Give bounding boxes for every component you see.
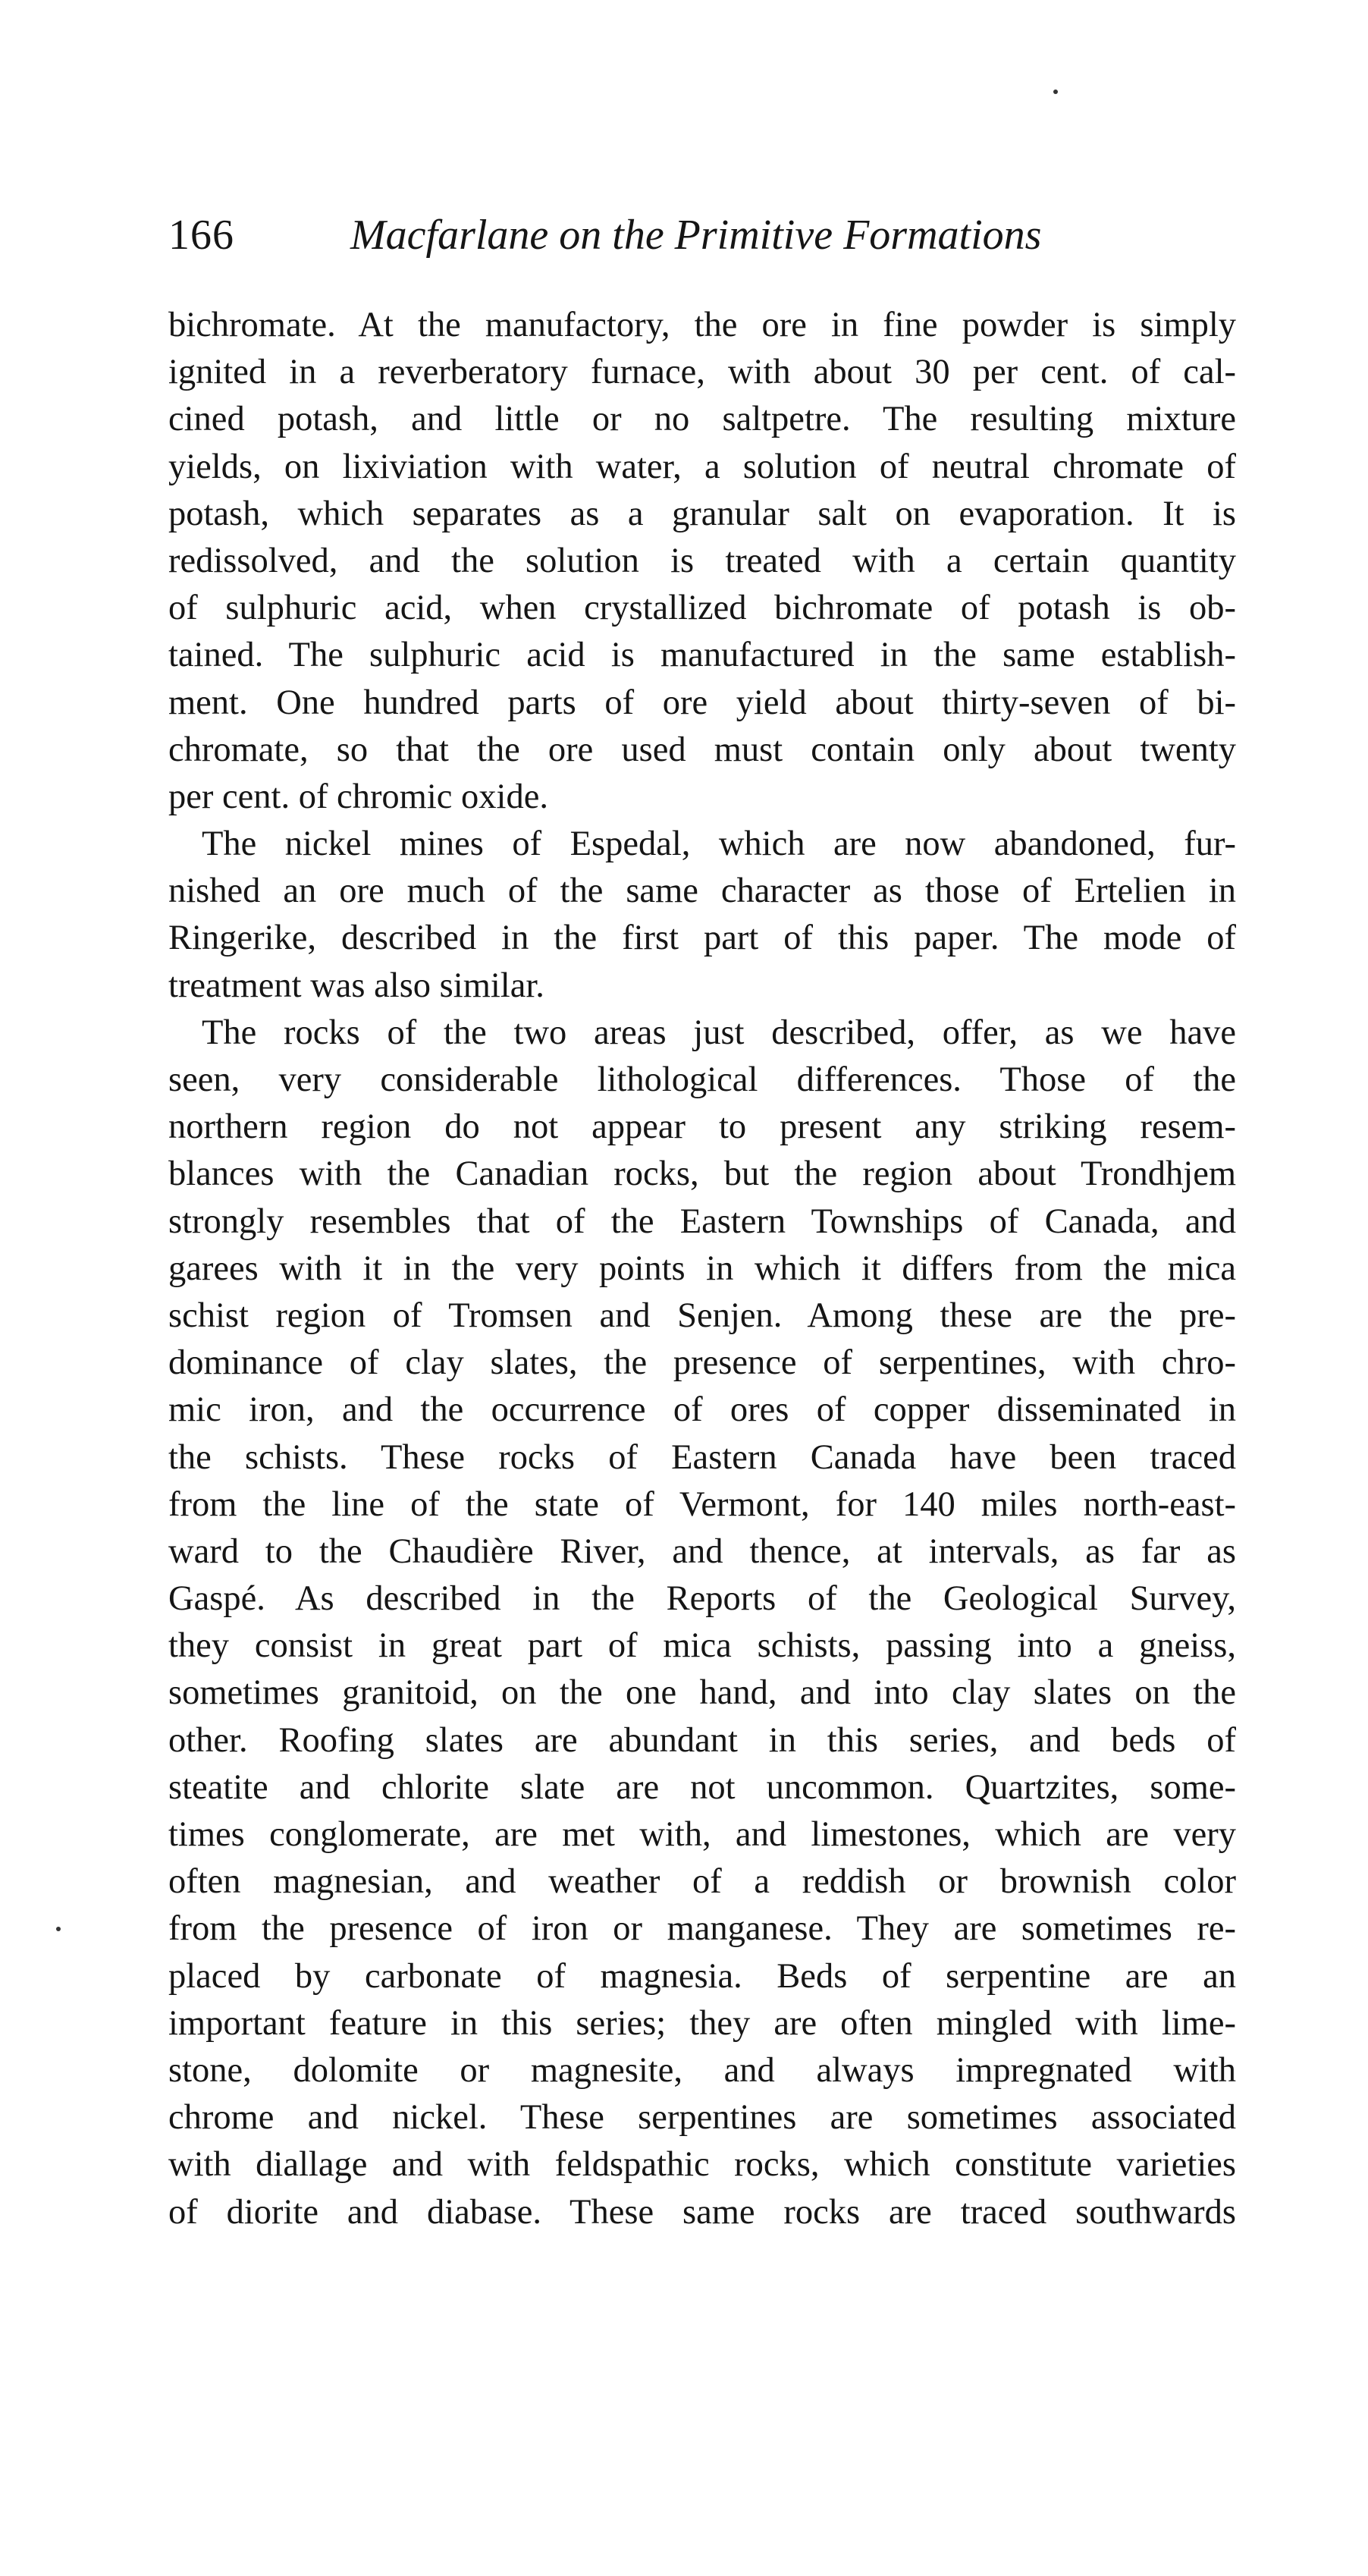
text-line: garees with it in the very points in which it differs from the mica bbox=[168, 1249, 1236, 1288]
text-line: ignited in a reverberatory furnace, with about 30 per cent. of cal- bbox=[168, 353, 1236, 392]
text-line: the schists. These rocks of Eastern Canada have been traced bbox=[168, 1437, 1236, 1477]
text-line: seen, very considerable lithological differences. Those of the bbox=[168, 1060, 1236, 1099]
text-line: cined potash, and little or no saltpetre. The resulting mixture bbox=[168, 400, 1236, 439]
text-line: bichromate. At the manufactory, the ore in fine powder is simply bbox=[168, 306, 1236, 344]
page-header bbox=[168, 212, 1230, 281]
stray-ink-mark bbox=[1053, 90, 1058, 94]
text-line: The rocks of the two areas just described, offer, as we have bbox=[202, 1013, 1236, 1052]
text-line: with diallage and with feldspathic rocks, which constitute varieties bbox=[168, 2145, 1236, 2185]
text-line: of diorite and diabase. These same rocks are traced southwards bbox=[168, 2192, 1236, 2232]
text-line: dominance of clay slates, the presence of serpentines, with chro- bbox=[168, 1343, 1236, 1383]
text-line: placed by carbonate of magnesia. Beds of serpentine are an bbox=[168, 1956, 1236, 1996]
text-line: from the line of the state of Vermont, for 140 miles north-east- bbox=[168, 1484, 1236, 1524]
text-line: tained. The sulphuric acid is manufactured in the same establish- bbox=[168, 636, 1236, 675]
text-line: often magnesian, and weather of a reddish or brownish color bbox=[168, 1862, 1236, 1902]
text-line: redissolved, and the solution is treated with a certain quantity bbox=[168, 541, 1236, 580]
text-line: from the presence of iron or manganese. They are sometimes re- bbox=[168, 1909, 1236, 1949]
text-line: mic iron, and the occurrence of ores of copper disseminated in bbox=[168, 1390, 1236, 1430]
text-line: nished an ore much of the same character as those of Ertelien in bbox=[168, 872, 1236, 911]
text-line: ward to the Chaudière River, and thence, at intervals, as far as bbox=[168, 1531, 1236, 1571]
text-line: treatment was also similar. bbox=[168, 966, 544, 1005]
running-title: Macfarlane on the Primitive Formations bbox=[350, 212, 1042, 259]
body-text bbox=[168, 302, 1236, 2236]
text-line: yields, on lixiviation with water, a solution of neutral chromate of bbox=[168, 447, 1236, 486]
text-line: ment. One hundred parts of ore yield about thirty-seven of bi- bbox=[168, 683, 1236, 722]
text-line: potash, which separates as a granular salt on evaporation. It is bbox=[168, 494, 1236, 533]
text-line: strongly resembles that of the Eastern Townships of Canada, and bbox=[168, 1202, 1236, 1241]
text-line: northern region do not appear to present any striking resem- bbox=[168, 1107, 1236, 1147]
text-line: per cent. of chromic oxide. bbox=[168, 777, 548, 816]
text-line: times conglomerate, are met with, and limestones, which are very bbox=[168, 1815, 1236, 1854]
text-line: schist region of Tromsen and Senjen. Among these are the pre- bbox=[168, 1296, 1236, 1335]
text-line: sometimes granitoid, on the one hand, and into clay slates on the bbox=[168, 1673, 1236, 1713]
text-line: stone, dolomite or magnesite, and always impregnated with bbox=[168, 2050, 1236, 2090]
text-line: important feature in this series; they are often mingled with lime- bbox=[168, 2003, 1236, 2043]
text-line: chrome and nickel. These serpentines are sometimes associated bbox=[168, 2098, 1236, 2138]
page-number: 166 bbox=[168, 212, 234, 259]
text-line: The nickel mines of Espedal, which are now abandoned, fur- bbox=[202, 825, 1236, 864]
text-line: Ringerike, described in the first part of this paper. The mode of bbox=[168, 919, 1236, 958]
text-line: other. Roofing slates are abundant in this series, and beds of bbox=[168, 1720, 1236, 1760]
text-line: Gaspé. As described in the Reports of the Geological Survey, bbox=[168, 1579, 1236, 1619]
text-line: of sulphuric acid, when crystallized bichromate of potash is ob- bbox=[168, 589, 1236, 628]
text-line: chromate, so that the ore used must contain only about twenty bbox=[168, 730, 1236, 769]
text-line: they consist in great part of mica schists, passing into a gneiss, bbox=[168, 1626, 1236, 1666]
text-line: blances with the Canadian rocks, but the region about Trondhjem bbox=[168, 1154, 1236, 1194]
text-line: steatite and chlorite slate are not uncommon. Quartzites, some- bbox=[168, 1767, 1236, 1807]
stray-ink-mark bbox=[56, 1927, 61, 1931]
